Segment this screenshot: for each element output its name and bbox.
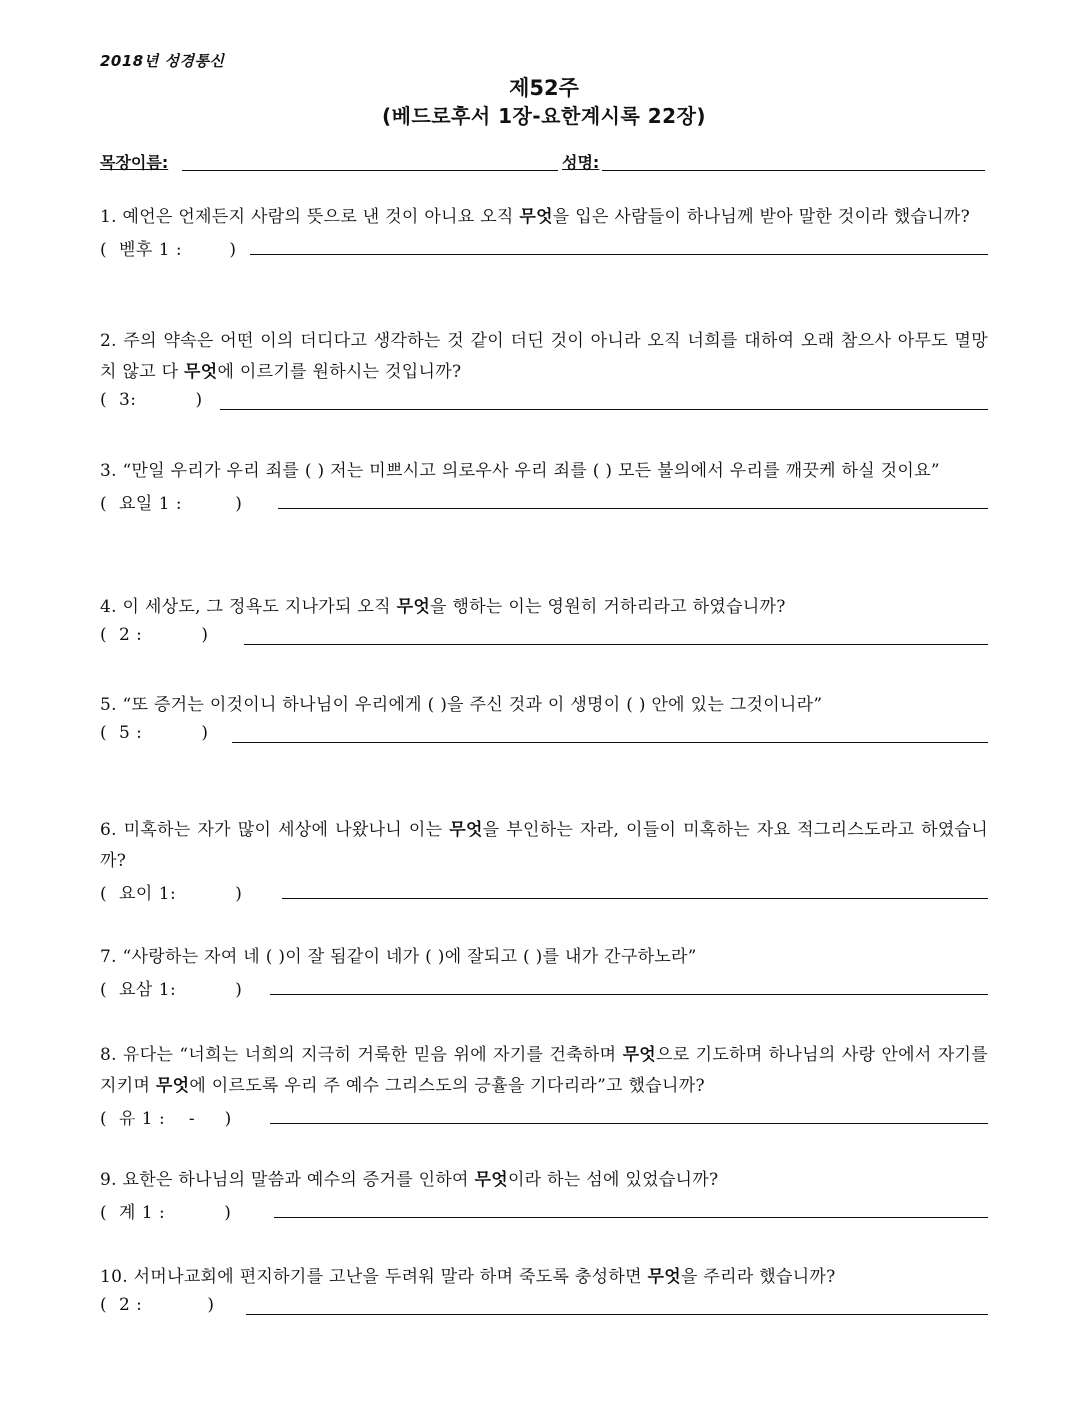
answer-reference: ( 요이 1: ) <box>100 884 243 904</box>
answer-reference: ( 요일 1 : ) <box>100 494 243 514</box>
answer-reference: ( 2 : ) <box>100 625 209 645</box>
question-text-part: 미혹하는 자가 많이 세상에 나왔나니 이는 <box>123 820 450 840</box>
question-number: 1. <box>100 207 117 227</box>
answer-line[interactable] <box>270 1123 988 1124</box>
question-keyword: 무엇 <box>519 207 553 227</box>
year-label: 2018년 성경통신 <box>100 52 225 70</box>
pastor-name-line[interactable] <box>182 170 558 171</box>
question-text-part: 요한은 하나님의 말씀과 예수의 증거를 인하여 <box>122 1170 475 1190</box>
answer-reference: ( 2 : ) <box>100 1295 215 1315</box>
question-text <box>100 690 988 721</box>
answer-row <box>100 1102 988 1130</box>
answer-line[interactable] <box>270 994 988 995</box>
question-keyword: 무엇 <box>622 1045 657 1065</box>
question-number: 7. <box>100 947 117 967</box>
pastor-label: 목장이름: <box>100 153 169 172</box>
question-text-part: 예언은 언제든지 사람의 뜻으로 낸 것이 아니요 오직 <box>122 207 520 227</box>
question-text <box>100 942 988 973</box>
question-10 <box>100 1262 988 1321</box>
question-keyword: 무엇 <box>155 1076 190 1096</box>
question-text-part: “만일 우리가 우리 죄를 ( ) 저는 미쁘시고 의로우사 우리 죄를 ( ) 모든 불의에서 우리를 깨끗케 하실 것이요” <box>122 461 940 481</box>
question-text <box>100 326 988 388</box>
question-text <box>100 1262 988 1293</box>
answer-line[interactable] <box>250 254 988 255</box>
question-text-part: 서머나교회에 편지하기를 고난을 두려워 말라 하며 죽도록 충성하면 <box>133 1267 648 1287</box>
answer-row <box>100 233 988 261</box>
answer-line[interactable] <box>232 742 988 743</box>
answer-row <box>100 877 988 905</box>
answer-reference: ( 유 1 : - ) <box>100 1109 232 1129</box>
question-text <box>100 202 988 233</box>
question-text-part: 주의 약속은 어떤 이의 더디다고 생각하는 것 같이 더딘 것이 아니라 오직 너희를 대하여 오래 참으사 아무도 멸망치 않고 다 <box>100 331 988 382</box>
question-5 <box>100 690 988 749</box>
answer-reference: ( 계 1 : ) <box>100 1203 232 1223</box>
book-range-title: (베드로후서 1장-요한계시록 22장) <box>381 104 707 128</box>
answer-reference: ( 요삼 1: ) <box>100 980 243 1000</box>
question-text-part: 으로 기도하며 하나님의 사랑 안에서 자기를 지키며 <box>100 1045 988 1096</box>
answer-reference: ( 3: ) <box>100 390 203 410</box>
answer-reference: ( 벧후 1 : ) <box>100 240 237 260</box>
answer-row <box>100 388 988 416</box>
question-text-part: 을 부인하는 자라, 이들이 미혹하는 자요 적그리스도라고 하였습니까? <box>100 820 988 871</box>
question-number: 4. <box>100 597 117 617</box>
answer-line[interactable] <box>278 508 988 509</box>
answer-line[interactable] <box>274 1217 988 1218</box>
question-keyword: 무엇 <box>474 1170 508 1190</box>
question-text <box>100 456 988 487</box>
question-2 <box>100 326 988 416</box>
question-8 <box>100 1040 988 1130</box>
question-4 <box>100 592 988 651</box>
question-number: 5. <box>100 695 117 715</box>
question-number: 8. <box>100 1045 117 1065</box>
answer-line[interactable] <box>244 644 988 645</box>
question-text-part: 에 이르기를 원하시는 것입니까? <box>217 362 462 382</box>
question-1 <box>100 202 988 261</box>
info-row <box>100 150 988 176</box>
question-keyword: 무엇 <box>449 820 483 840</box>
question-number: 6. <box>100 820 117 840</box>
question-text-part: 이 세상도, 그 정욕도 지나가되 오직 <box>122 597 397 617</box>
question-text-part: 이라 하는 섬에 있었습니까? <box>507 1170 719 1190</box>
answer-row <box>100 487 988 515</box>
answer-row <box>100 721 988 749</box>
question-keyword: 무엇 <box>184 362 218 382</box>
question-number: 2. <box>100 331 117 351</box>
week-title: 제52주 <box>509 76 579 100</box>
name-label: 성명: <box>562 153 600 172</box>
answer-row <box>100 1196 988 1224</box>
question-3 <box>100 456 988 515</box>
question-7 <box>100 942 988 1001</box>
question-text-part: “또 증거는 이것이니 하나님이 우리에게 ( )을 주신 것과 이 생명이 ( ) 안에 있는 그것이니라” <box>122 695 823 715</box>
question-text-part: 유다는 “너희는 너희의 지극히 거룩한 믿음 위에 자기를 건축하며 <box>123 1045 623 1065</box>
question-6 <box>100 815 988 905</box>
answer-row <box>100 973 988 1001</box>
question-text-part: 을 행하는 이는 영원히 거하리라고 하였습니까? <box>430 597 786 617</box>
answer-line[interactable] <box>246 1314 988 1315</box>
question-text-part: “사랑하는 자여 네 ( )이 잘 됨같이 네가 ( )에 잘되고 ( )를 내가 간구하노라” <box>122 947 697 967</box>
question-number: 3. <box>100 461 117 481</box>
question-text-part: 에 이르도록 우리 주 예수 그리스도의 긍휼을 기다리라”고 했습니까? <box>189 1076 705 1096</box>
answer-reference: ( 5 : ) <box>100 723 209 743</box>
question-text-part: 을 주리라 했습니까? <box>680 1267 836 1287</box>
answer-line[interactable] <box>220 409 988 410</box>
answer-line[interactable] <box>282 898 988 899</box>
question-text <box>100 815 988 877</box>
question-number: 10. <box>100 1267 128 1287</box>
question-number: 9. <box>100 1170 117 1190</box>
question-keyword: 무엇 <box>396 597 431 617</box>
question-keyword: 무엇 <box>647 1267 681 1287</box>
question-text <box>100 592 988 623</box>
answer-row <box>100 1293 988 1321</box>
question-text-part: 을 입은 사람들이 하나님께 받아 말한 것이라 했습니까? <box>552 207 971 227</box>
question-text <box>100 1040 988 1102</box>
question-text <box>100 1165 988 1196</box>
student-name-line[interactable] <box>602 170 985 171</box>
answer-row <box>100 623 988 651</box>
question-9 <box>100 1165 988 1224</box>
